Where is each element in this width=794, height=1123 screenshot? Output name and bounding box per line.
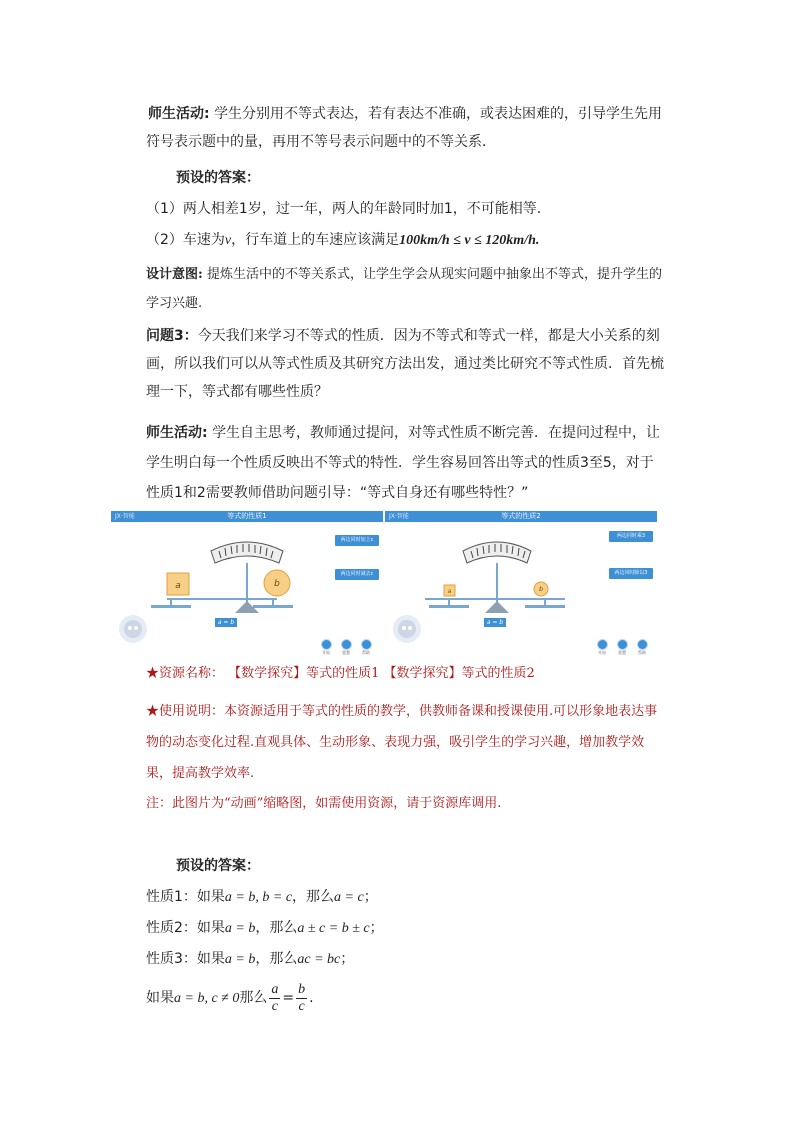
divide-button[interactable]: 两边同时除以3 (609, 568, 653, 579)
prop-result: a = c (334, 890, 364, 905)
svg-text:b: b (539, 586, 543, 593)
reset-icon[interactable] (617, 639, 628, 650)
prop-end: ； (340, 951, 355, 967)
start-label: 开始 (322, 650, 330, 655)
prop-result: a ± c = b ± c (297, 921, 370, 936)
teacher-student-activity-1 (146, 100, 666, 156)
activity-label: 师生活动: (148, 106, 210, 122)
help-icon[interactable] (637, 639, 648, 650)
prop-mid: ，那么 (255, 951, 298, 967)
teacher-student-activity-2 (146, 418, 666, 508)
add-c-button[interactable]: 两边同时加上c (335, 535, 379, 546)
panel-title: 等式的性质2 (501, 512, 541, 520)
answer-2-formula: 100km/h ≤ v ≤ 120km/h. (399, 233, 540, 248)
property-2 (146, 917, 666, 940)
play-icon[interactable] (597, 639, 608, 650)
reset-icon[interactable] (341, 639, 352, 650)
panel-title: 等式的性质1 (227, 512, 267, 520)
design-text: 提炼生活中的不等关系式，让学生学会从现实问题中抽象出不等式，提升学生的学习兴趣. (146, 267, 662, 311)
question-3-text: 今天我们来学习不等式的性质．因为不等式和等式一样，都是大小关系的刻画，所以我们可以从等式性质及其研究方法出发，通过类比研究不等式性质．首先梳理一下，等式都有哪些性质？ (146, 328, 664, 400)
activity-text: 学生分别用不等式表达，若有表达不准确，或表达困难的，引导学生先用符号表示题中的量，再用不等号表示问题中的不等关系． (146, 106, 663, 150)
prop-math: a = b (224, 952, 256, 967)
fraction-b-over-c: $\frac{b}{c}$ (298, 981, 306, 1014)
prop-mid: 那么 (239, 990, 268, 1006)
help-label: 帮助 (362, 650, 370, 655)
reset-label: 重置 (618, 650, 626, 655)
reset-label: 重置 (342, 650, 350, 655)
fraction-a-over-c: $\frac{a}{c}$ (271, 981, 279, 1014)
brand-logo: JX·智能 (389, 513, 409, 520)
prop-mid: ，那么 (255, 920, 298, 936)
prop-label: 性质2：如果 (146, 920, 225, 936)
activity-2-text: 学生自主思考，教师通过提问，对等式性质不断完善．在提问过程中，让学生明白每一个性质反映出不等式的特性．学生容易回答出等式的性质3至5，对于性质1和2需要教师借助问题引导：“等式自身还有哪些特性？” (146, 425, 661, 501)
prop-result: ac = bc (297, 952, 341, 967)
balance-scale-illustration (111, 511, 383, 655)
answer-2-var: v (224, 233, 232, 248)
equation-label: a = b (484, 618, 506, 627)
prop-end: . (309, 990, 314, 1006)
help-icon[interactable] (361, 639, 372, 650)
prop-mid: ，那么 (292, 889, 335, 905)
help-label: 帮助 (638, 650, 646, 655)
svg-text:a: a (447, 588, 452, 595)
right-pan (253, 605, 293, 608)
answer-2-mid: ，行车道上的车速应该满足 (231, 232, 400, 248)
prop-math: a = b, c ≠ 0 (174, 991, 240, 1006)
multiply-button[interactable]: 两边同时乘3 (609, 531, 653, 542)
prop-label: 性质1：如果 (146, 889, 225, 905)
prop-end: ； (369, 920, 384, 936)
answer-2 (146, 229, 666, 252)
start-label: 开始 (598, 650, 606, 655)
animation-thumbnail-1[interactable] (111, 511, 383, 655)
design-intent (146, 260, 666, 318)
brand-logo: JX·智能 (115, 513, 135, 520)
usage-description: ★使用说明：本资源适用于等式的性质的教学，供教师备课和授课使用.可以形象地表达事物的动态变化过程.直观具体、生动形象、表现力强，吸引学生的学习兴趣，增加教学效果，提高教学效率. (146, 704, 658, 781)
prop-label: 如果 (146, 990, 174, 1006)
equation-label: a = b (215, 618, 237, 627)
svg-text:b: b (274, 579, 280, 589)
svg-text:a: a (175, 581, 181, 591)
activity-2-label: 师生活动: (146, 425, 208, 441)
scale-dial (463, 542, 531, 563)
animation-thumbnail-2[interactable] (385, 511, 657, 655)
property-4 (146, 980, 666, 1017)
answer-1: （1）两人相差1岁，过一年，两人的年龄同时加1，不可能相等. (146, 201, 542, 217)
prop-end: ； (363, 889, 378, 905)
answer-2-prefix: （2）车速为 (146, 232, 225, 248)
resource-name: ★资源名称： 【数学探究】等式的性质1 【数学探究】等式的性质2 (146, 666, 535, 681)
design-label: 设计意图: (146, 267, 203, 282)
equals-sign: = (282, 990, 295, 1006)
robot-mascot-icon (119, 615, 147, 643)
answers-title-1: 预设的答案： (176, 170, 260, 186)
left-pan (429, 605, 469, 608)
prop-label: 性质3：如果 (146, 951, 225, 967)
right-pan (525, 605, 565, 608)
answers-title-2: 预设的答案： (176, 858, 260, 874)
property-3 (146, 948, 666, 971)
subtract-c-button[interactable]: 两边同时减去c (335, 569, 379, 580)
robot-mascot-icon (393, 615, 421, 643)
play-icon[interactable] (321, 639, 332, 650)
question-3-label: 问题3： (146, 328, 198, 344)
property-1 (146, 886, 666, 909)
fulcrum (485, 601, 509, 613)
left-pan (151, 605, 191, 608)
question-3 (146, 322, 666, 406)
prop-math: a = b (224, 921, 256, 936)
prop-math: a = b, b = c (224, 890, 293, 905)
thumbnail-note: 注：此图片为“动画”缩略图，如需使用资源，请于资源库调用. (146, 796, 502, 811)
